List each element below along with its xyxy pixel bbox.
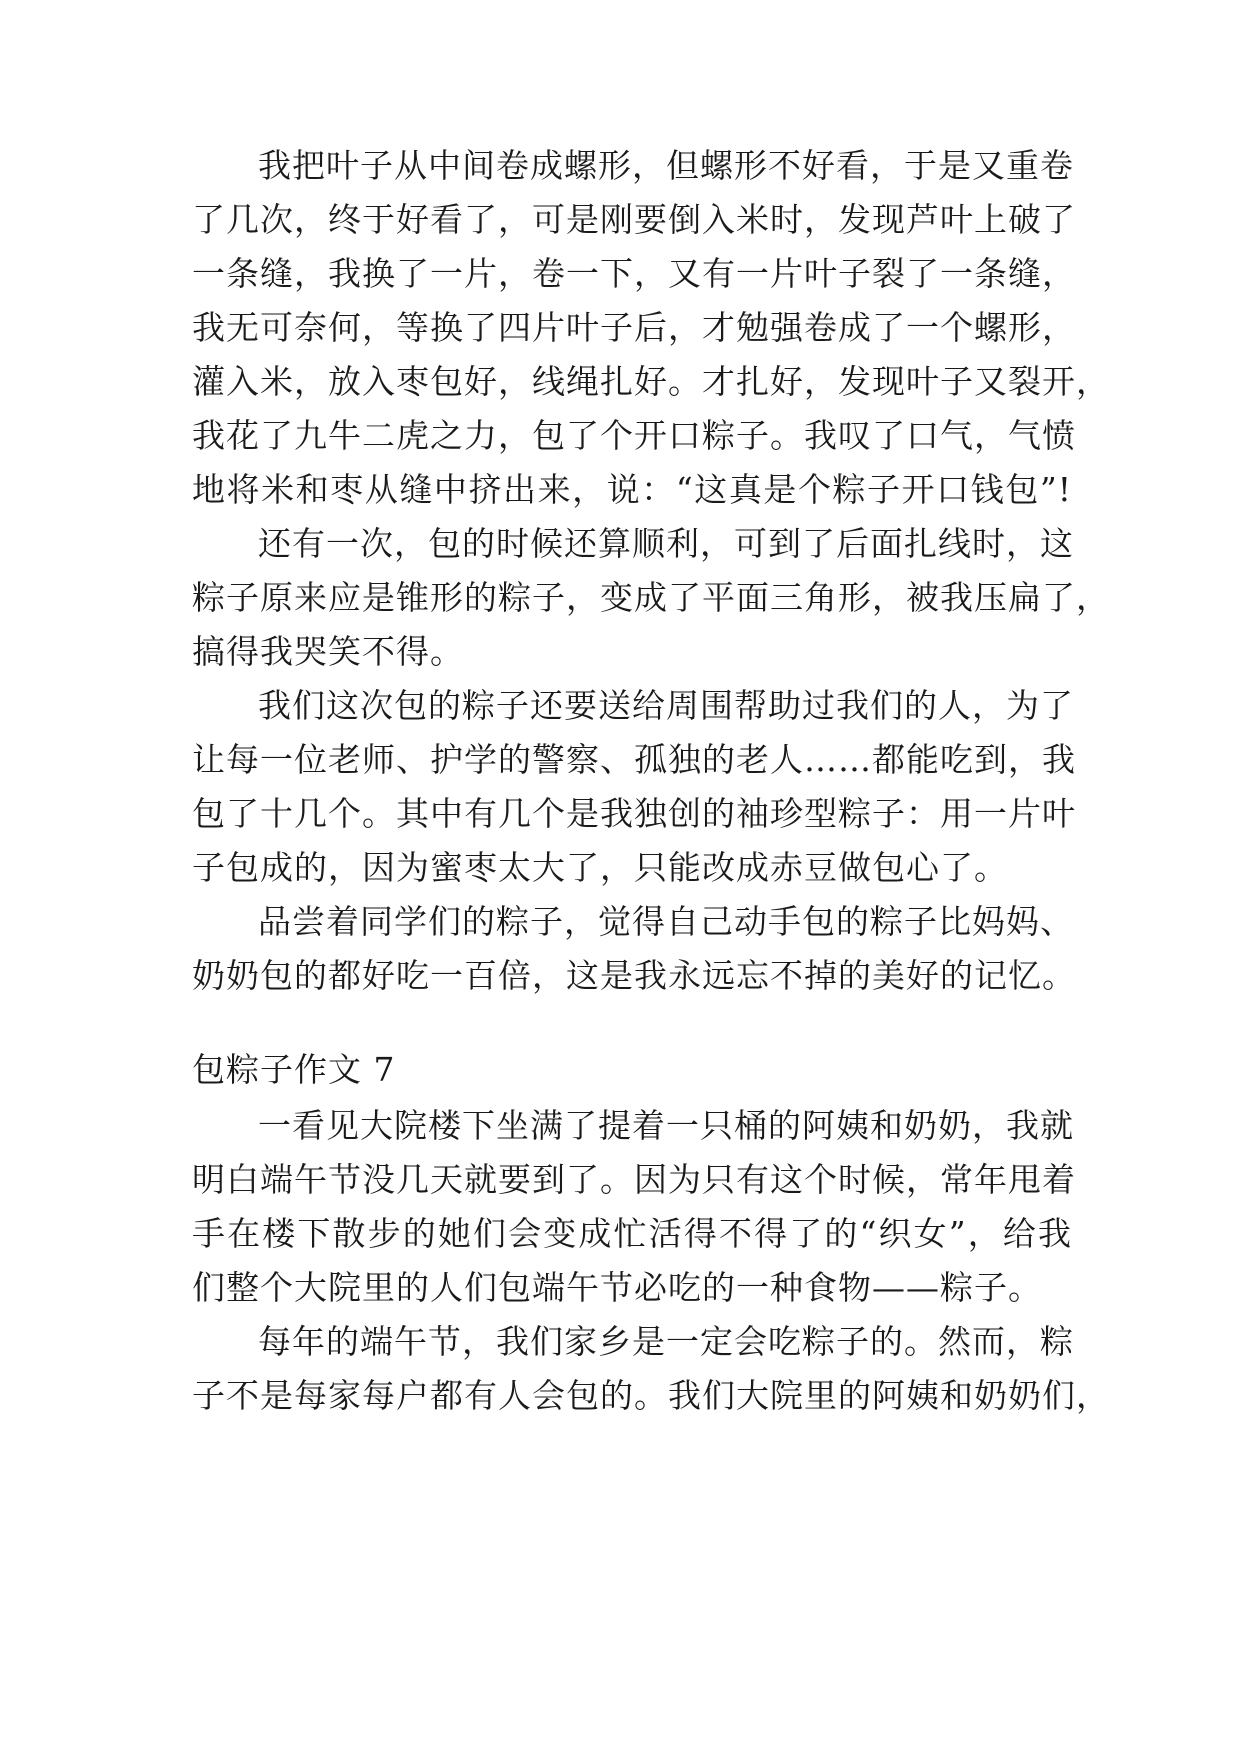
- paragraph-line: 灌入米，放入枣包好，线绳扎好。才扎好，发现叶子又裂开，: [192, 362, 1110, 401]
- paragraph-line: 子包成的，因为蜜枣太大了，只能改成赤豆做包心了。: [192, 848, 1008, 887]
- paragraph-line: 搞得我哭笑不得。: [192, 632, 464, 671]
- paragraph-line: 一看见大院楼下坐满了提着一只桶的阿姨和奶奶，我就: [258, 1106, 1074, 1145]
- paragraph-line: 我无可奈何，等换了四片叶子后，才勉强卷成了一个螺形，: [192, 308, 1076, 347]
- paragraph-line: 粽子原来应是锥形的粽子，变成了平面三角形，被我压扁了，: [192, 578, 1110, 617]
- paragraph-line: 我花了九牛二虎之力，包了个开口粽子。我叹了口气，气愤: [192, 416, 1076, 455]
- paragraph-line: 奶奶包的都好吃一百倍，这是我永远忘不掉的美好的记忆。: [192, 956, 1076, 995]
- paragraph-line: 一条缝，我换了一片，卷一下，又有一片叶子裂了一条缝，: [192, 254, 1076, 293]
- section-title: 包粽子作文 7: [192, 1050, 396, 1089]
- paragraph-line: 子不是每家每户都有人会包的。我们大院里的阿姨和奶奶们，: [192, 1376, 1110, 1415]
- paragraph-line: 手在楼下散步的她们会变成忙活得不得了的“织女”，给我: [192, 1214, 1072, 1253]
- paragraph-line: 我们这次包的粽子还要送给周围帮助过我们的人，为了: [258, 686, 1074, 725]
- paragraph-line: 我把叶子从中间卷成螺形，但螺形不好看，于是又重卷: [258, 146, 1074, 185]
- paragraph-line: 品尝着同学们的粽子，觉得自己动手包的粽子比妈妈、: [258, 902, 1074, 941]
- paragraph-line: 了几次，终于好看了，可是刚要倒入米时，发现芦叶上破了: [192, 200, 1076, 239]
- paragraph-line: 每年的端午节，我们家乡是一定会吃粽子的。然而，粽: [258, 1322, 1074, 1361]
- paragraph-line: 地将米和枣从缝中挤出来，说：“这真是个粽子开口钱包”!: [192, 470, 1072, 509]
- paragraph-line: 包了十几个。其中有几个是我独创的袖珍型粽子：用一片叶: [192, 794, 1076, 833]
- paragraph-line: 让每一位老师、护学的警察、孤独的老人……都能吃到，我: [192, 740, 1076, 779]
- paragraph-line: 们整个大院里的人们包端午节必吃的一种食物——粽子。: [192, 1268, 1042, 1307]
- paragraph-line: 还有一次，包的时候还算顺利，可到了后面扎线时，这: [258, 524, 1074, 563]
- paragraph-line: 明白端午节没几天就要到了。因为只有这个时候，常年甩着: [192, 1160, 1076, 1199]
